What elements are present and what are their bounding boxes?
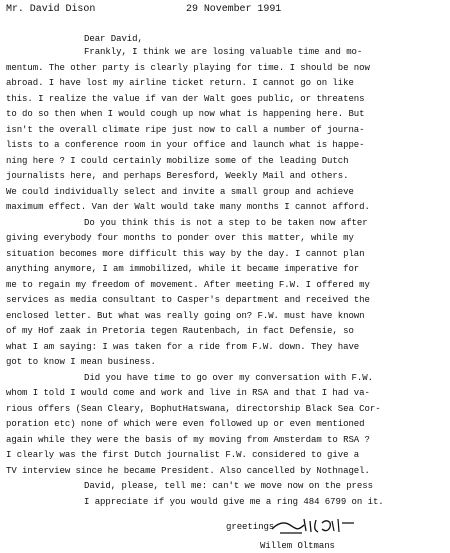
signature-name: Willem Oltmans [260,541,335,551]
letter-line: abroad. I have lost my airline ticket return. I cannot go on like [6,78,354,88]
letter-line: We could individually select and invite a small group and achieve [6,186,354,197]
letter-line: again while they were the basis of my moving from Amsterdam to RSA ? [6,434,370,445]
letter-line: I appreciate if you would give me a ring 484 6799 on it. [84,496,384,507]
letter-line: whom I told I would come and work and live in RSA and that I had va- [6,388,370,398]
letter-line: David, please, tell me: can't we move now on the press [84,481,373,491]
letter-line: Do you think this is not a step to be taken now after [84,217,368,228]
letter-line: this. I realize the value if van der Walt goes public, or threatens [6,93,365,104]
letter-line: Did you have time to go over my conversation with F.W. [84,372,373,383]
letter-date: 29 November 1991 [186,4,282,15]
letter-line: poration etc) none of which were even followed up or even mentioned [6,419,365,429]
letter-line: TV interview since he became President. Also cancelled by Nothnagel. [6,465,370,476]
letter-line: got to know I mean business. [6,357,156,367]
letter-line: mentum. The other party is clearly playing for time. I should be now [6,62,370,73]
letter-line: maximum effect. Van der Walt would take many months I cannot afford. [6,202,370,212]
letter-line: giving everybody four months to ponder over this matter, while my [6,233,354,243]
handwritten-signature [268,513,358,541]
letter-line: services as media consultant to Casper's department and received the [6,295,370,305]
salutation: Dear David, [84,34,143,44]
letter-line: journalists here, and perhaps Beresford, Weekly Mail and others. [6,171,349,181]
letter-line: enclosed letter. But what was really going on? F.W. must have known [6,310,365,321]
letter-line: what I am saying: I was taken for a ride from F.W. down. They have [6,341,360,352]
recipient-line: Mr. David Dison [6,4,96,15]
letter-line: ning here ? I could certainly mobilize some of the leading Dutch [6,155,349,166]
letter-line: rious offers (Sean Cleary, BophutHatswana, directorship Black Sea Cor- [6,403,381,414]
letter-line: me to regain my freedom of movement. After meeting F.W. I offered my [6,279,370,290]
letter-line: situation becomes more difficult this way by the day. I cannot plan [6,248,365,259]
closing: greetings [226,522,275,532]
letter-line: I clearly was the first Dutch journalist F.W. considered to give a [6,450,360,460]
letter-line: lists to a conference room in your office and launch what is happe- [6,140,365,150]
letter-line: to do so then when I would cough up now what is happening here. But [6,109,365,119]
letter-line: of my Hof zaak in Pretoria tegen Rautenbach, in fact Defensie, so [6,326,354,336]
letter-line: anything anymore, I am immobilized, while it became imperative for [6,264,360,274]
letter-line: isn't the overall climate ripe just now to call a number of journa- [6,124,365,135]
letter-line: Frankly, I think we are losing valuable time and mo- [84,47,363,57]
